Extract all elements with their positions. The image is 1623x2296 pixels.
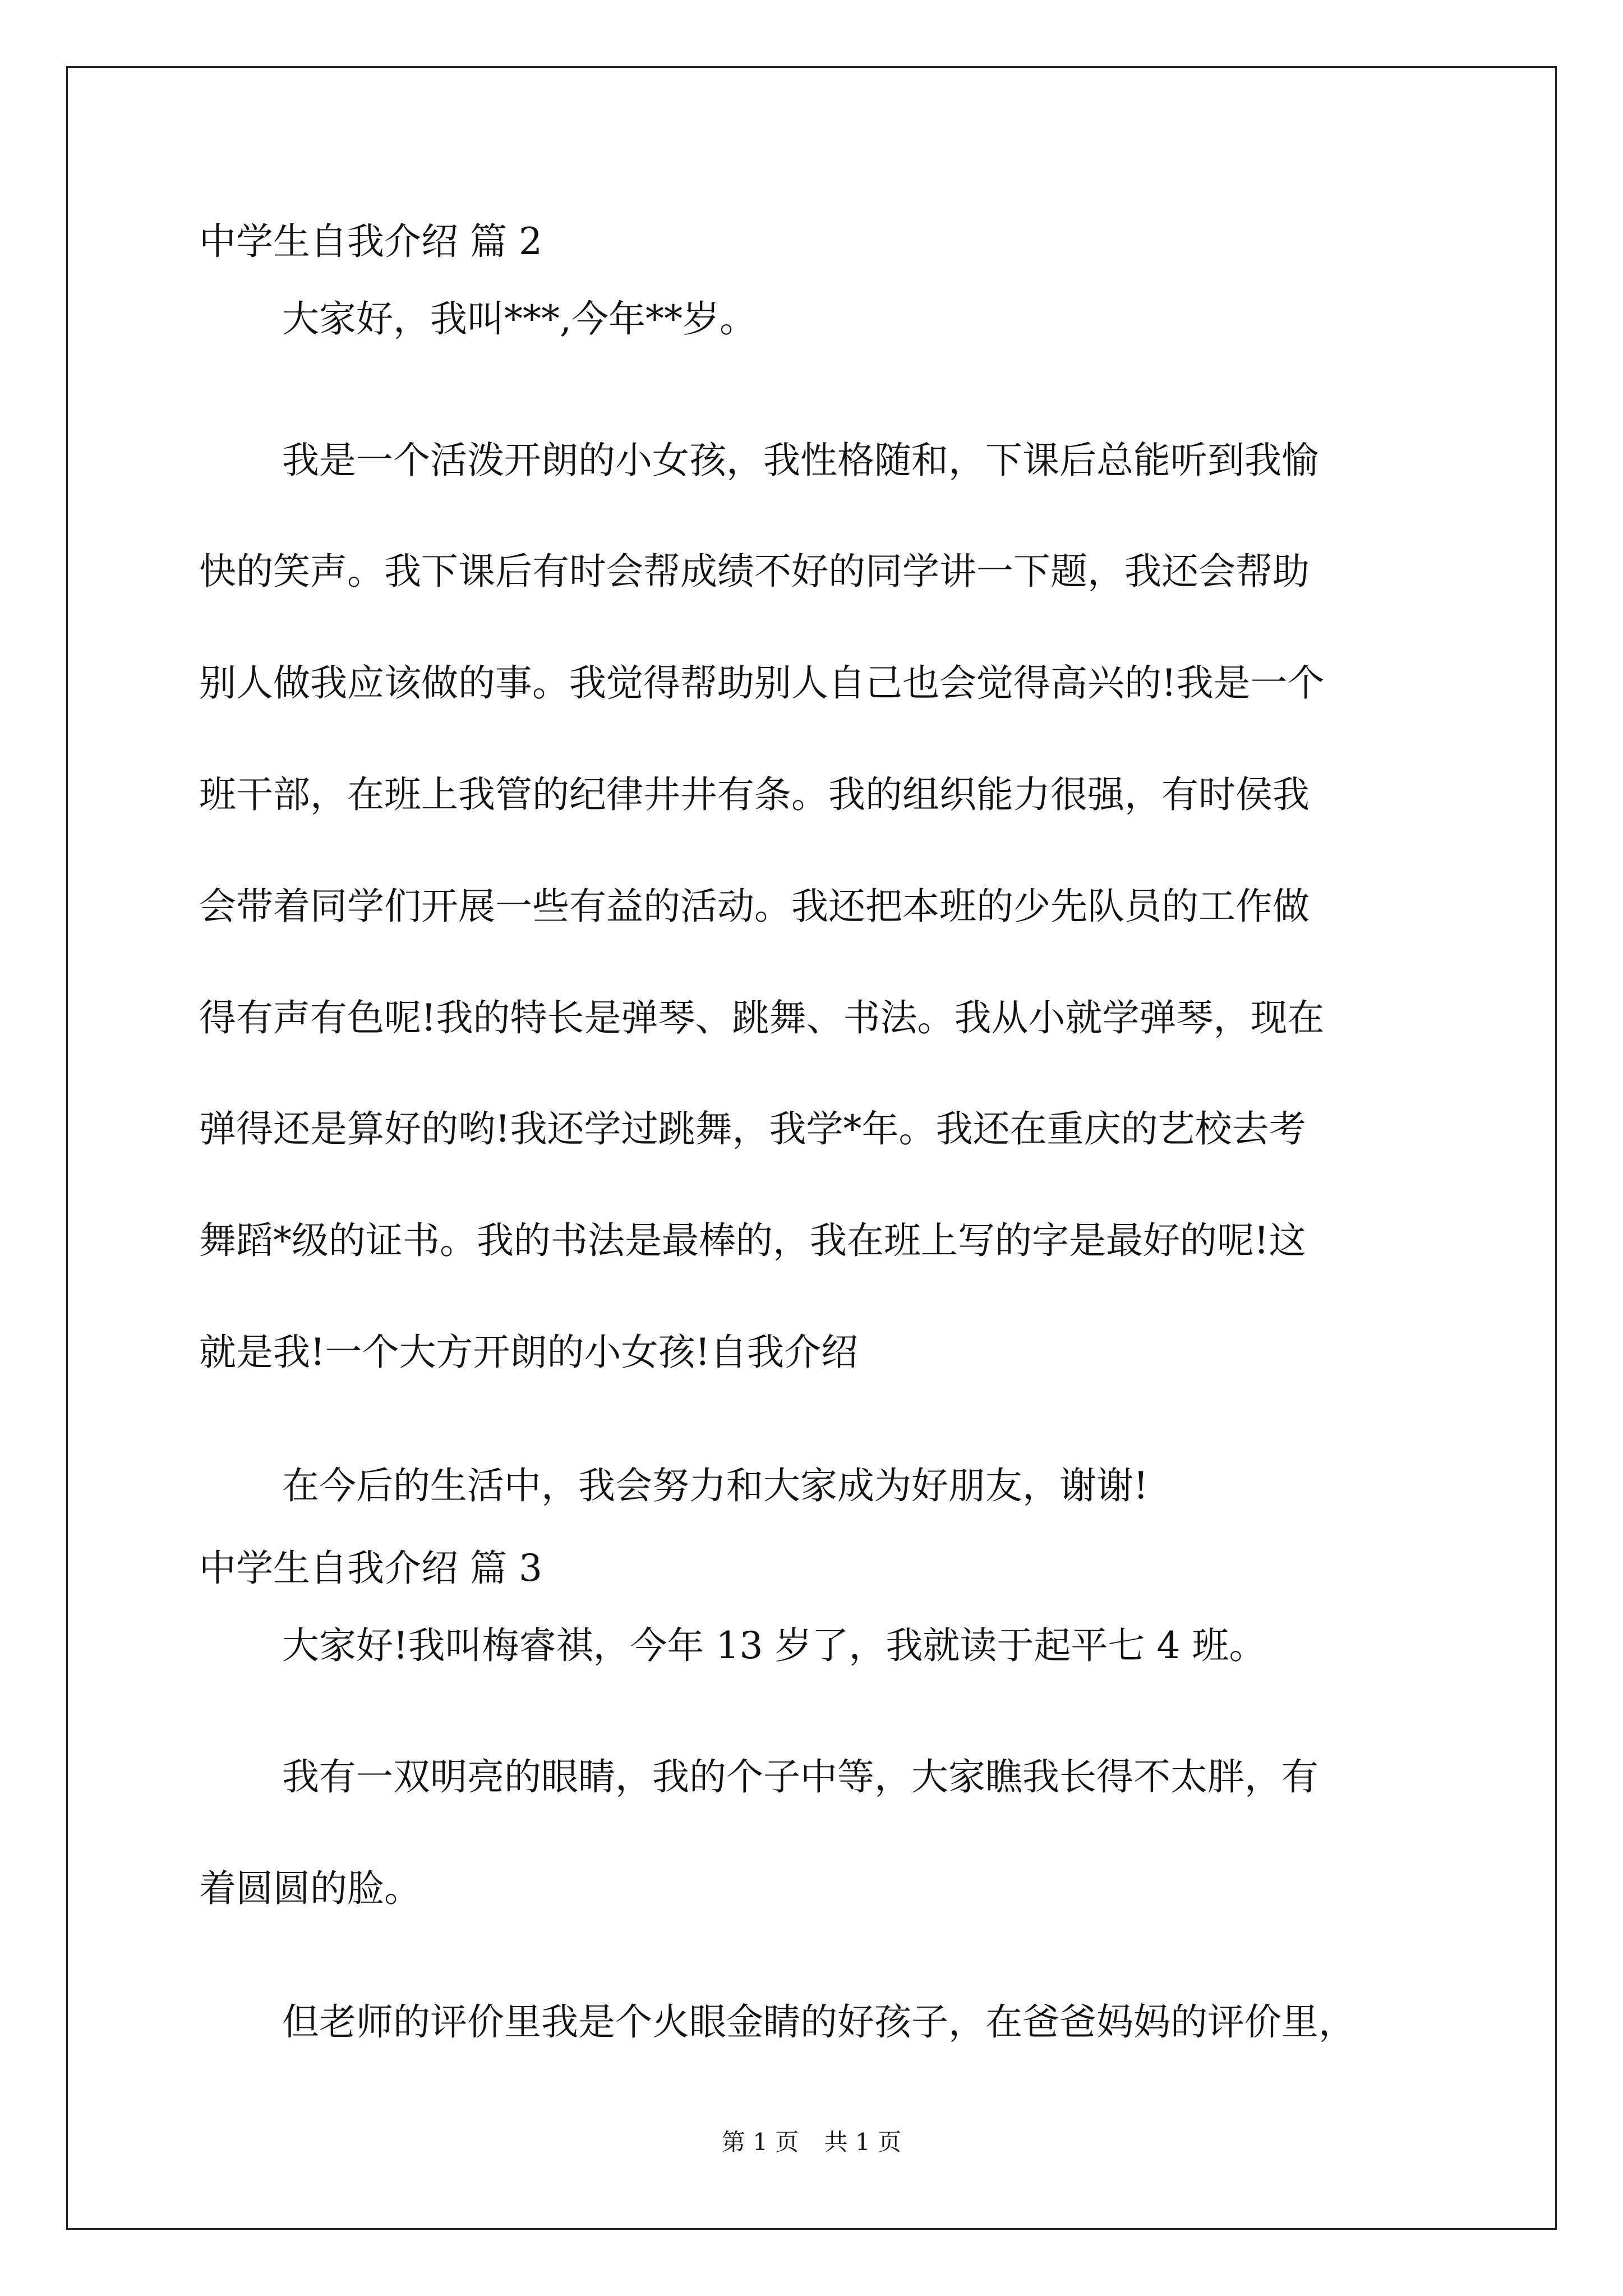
paragraph-line: 会带着同学们开展一些有益的活动。我还把本班的少先队员的工作做 xyxy=(199,885,1310,928)
section-heading: 中学生自我介绍 篇 3 xyxy=(199,1547,542,1590)
paragraph-line: 但老师的评价里我是个火眼金睛的好孩子，在爸爸妈妈的评价里， xyxy=(282,2000,1355,2044)
paragraph-line: 得有声有色呢!我的特长是弹琴、跳舞、书法。我从小就学弹琴，现在 xyxy=(199,996,1325,1039)
paragraph-line: 在今后的生活中，我会努力和大家成为好朋友，谢谢! xyxy=(282,1464,1149,1507)
paragraph-line: 大家好，我叫***,今年**岁。 xyxy=(282,297,757,341)
paragraph-line: 我是一个活泼开朗的小女孩，我性格随和，下课后总能听到我愉 xyxy=(282,439,1318,482)
section-heading: 中学生自我介绍 篇 2 xyxy=(199,220,542,263)
paragraph-line: 就是我!一个大方开朗的小女孩!自我介绍 xyxy=(199,1331,859,1374)
paragraph-line: 别人做我应该做的事。我觉得帮助别人自己也会觉得高兴的!我是一个 xyxy=(199,661,1325,705)
paragraph-line: 大家好!我叫梅睿祺，今年 13 岁了，我就读于起平七 4 班。 xyxy=(282,1624,1266,1667)
paragraph-line: 弹得还是算好的哟!我还学过跳舞，我学*年。我还在重庆的艺校去考 xyxy=(199,1107,1306,1151)
page-number: 第 1 页 xyxy=(721,2128,799,2156)
paragraph-line: 班干部，在班上我管的纪律井井有条。我的组织能力很强，有时侯我 xyxy=(199,773,1310,816)
paragraph-line: 快的笑声。我下课后有时会帮成绩不好的同学讲一下题，我还会帮助 xyxy=(199,550,1310,593)
page-total: 共 1 页 xyxy=(824,2128,902,2156)
paragraph-line: 我有一双明亮的眼睛，我的个子中等，大家瞧我长得不太胖，有 xyxy=(282,1755,1318,1798)
paragraph-line: 着圆圆的脸。 xyxy=(199,1867,421,1910)
paragraph-line: 舞蹈*级的证书。我的书法是最棒的，我在班上写的字是最好的呢!这 xyxy=(199,1219,1306,1262)
page-footer xyxy=(0,2128,1623,2156)
